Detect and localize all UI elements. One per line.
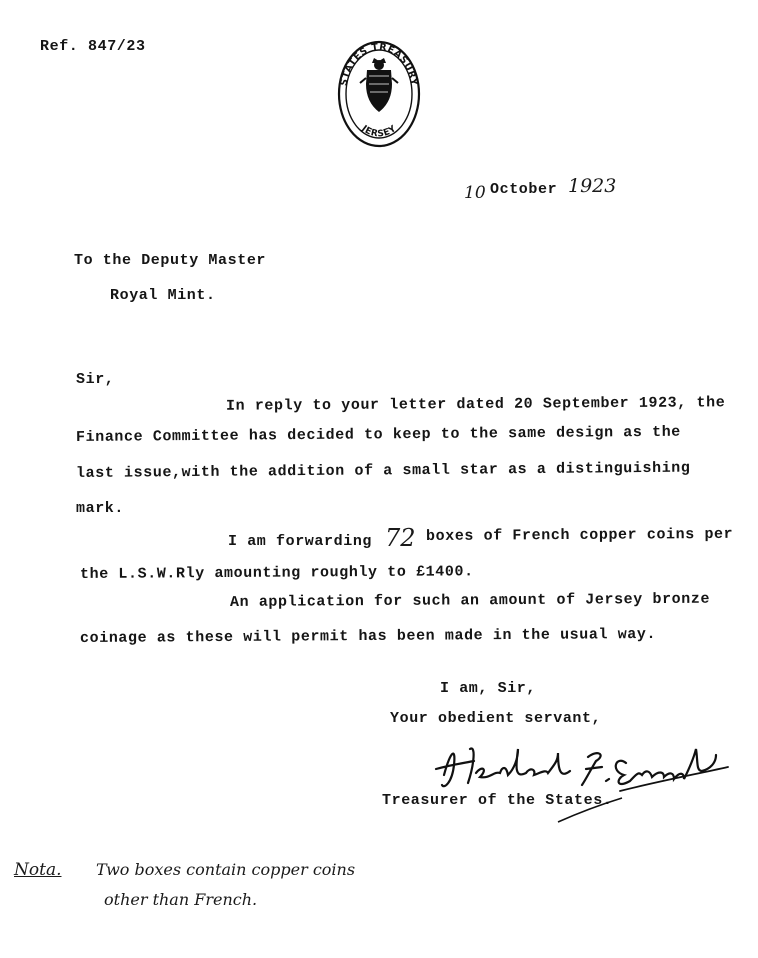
date-year: 1923 <box>568 175 617 197</box>
closing-line-2: Your obedient servant, <box>390 710 602 727</box>
reference-number: Ref. 847/23 <box>40 38 146 55</box>
date-month: October <box>490 181 558 198</box>
body-p2-line-1-end: boxes of French copper coins per <box>425 525 734 545</box>
body-p1-line-4: mark. <box>76 500 125 517</box>
date-day: 10 <box>464 183 486 203</box>
box-count-handwritten: 72 <box>385 524 416 552</box>
recipient-line-1: To the Deputy Master <box>74 252 267 269</box>
crest-icon <box>360 58 398 112</box>
body-p1-line-2: Finance Committee has decided to keep to the same design as the <box>75 423 681 446</box>
body-p2-line-2: the L.S.W.Rly amounting roughly to £1400. <box>79 563 474 583</box>
title-strike-mark <box>556 796 626 826</box>
salutation: Sir, <box>76 371 115 388</box>
closing-line-1: I am, Sir, <box>440 680 537 697</box>
seal-text-top: STATES TREASURY <box>338 41 420 87</box>
note-line-2: other than French. <box>104 890 258 909</box>
body-p1-line-1: In reply to your letter dated 20 September 1923, the <box>225 394 726 415</box>
signatory-title: Treasurer of the States. <box>382 792 613 809</box>
note-label: Nota. <box>14 860 62 880</box>
body-p3-line-1: An application for such an amount of Jersey bronze <box>229 590 711 611</box>
states-treasury-seal <box>336 36 422 148</box>
body-p3-line-2: coinage as these will permit has been made in the usual way. <box>79 625 657 647</box>
body-p1-line-3: last issue,with the addition of a small star as a distinguishing <box>75 459 691 482</box>
svg-text:JERSEY <box>359 123 399 139</box>
body-p2-line-1-start: I am forwarding <box>228 533 373 550</box>
recipient-line-2: Royal Mint. <box>110 287 216 304</box>
seal-text-bottom: JERSEY <box>359 123 399 140</box>
note-line-1: Two boxes contain copper coins <box>96 860 356 879</box>
